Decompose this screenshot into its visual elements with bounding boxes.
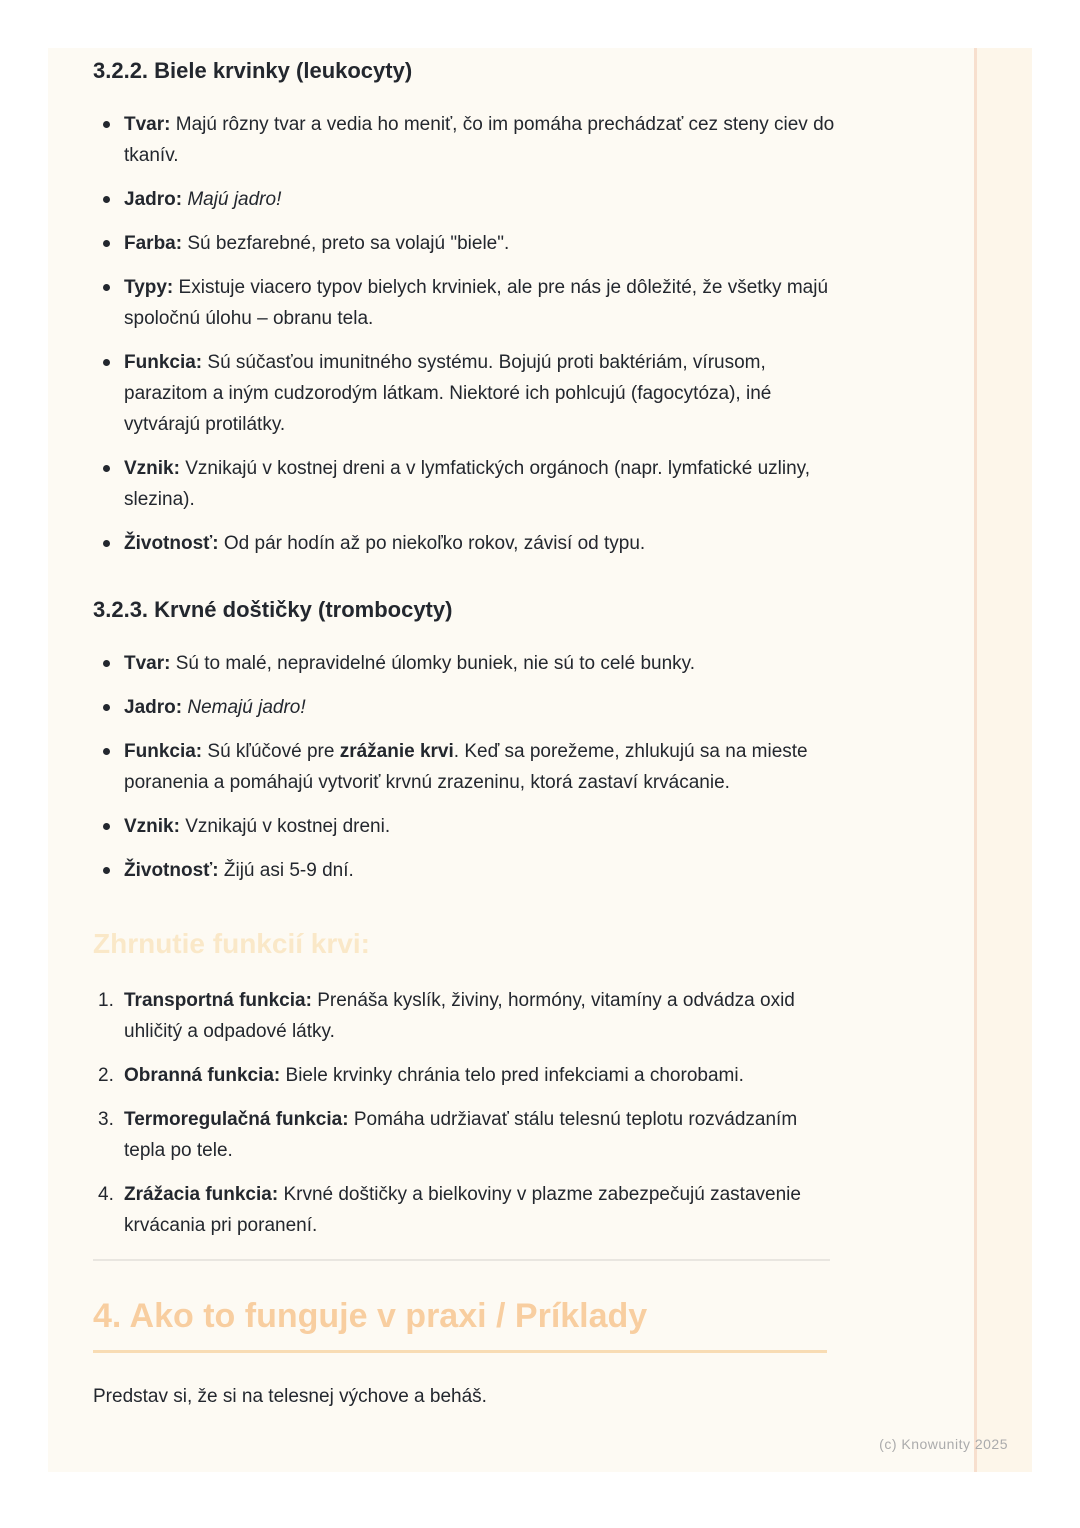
- list-item: Zrážacia funkcia: Krvné doštičky a bielkoviny v plazme zabezpečujú zastavenie krvácania pri poranení.: [124, 1184, 801, 1236]
- list-item: Funkcia: Sú kľúčové pre zrážanie krvi. Keď sa porežeme, zhlukujú sa na mieste poranenia a pomáhajú vytvoriť krvnú zrazeninu, ktorá zastaví krvácanie.: [93, 736, 835, 798]
- list-item: Tvar: Majú rôzny tvar a vedia ho meniť, čo im pomáha prechádzať cez steny ciev do tkanív.: [93, 109, 835, 171]
- section-heading-leukocytes: 3.2.2. Biele krvinky (leukocyty): [93, 58, 413, 83]
- list-item: Obranná funkcia: Biele krvinky chránia telo pred infekciami a chorobami.: [124, 1065, 744, 1086]
- list-item: Jadro: Nemajú jadro!: [93, 692, 835, 723]
- summary-heading: Zhrnutie funkcií krvi:: [93, 928, 370, 959]
- list-item: Jadro: Majú jadro!: [93, 184, 835, 215]
- list-item: Funkcia: Sú súčasťou imunitného systému. Bojujú proti baktériám, vírusom, parazitom a iným cudzorodým látkam. Niektoré ich pohlcujú (fagocytóza), iné vytvárajú protilátky.: [93, 347, 835, 440]
- page-edge-line: [974, 48, 977, 1472]
- list-item: Životnosť: Žijú asi 5-9 dní.: [93, 855, 835, 886]
- section-heading-platelets: 3.2.3. Krvné doštičky (trombocyty): [93, 597, 453, 622]
- leukocytes-list: [93, 109, 835, 559]
- list-item: Termoregulačná funkcia: Pomáha udržiavať stálu telesnú teplotu rozvádzaním tepla po tele.: [124, 1109, 798, 1161]
- platelets-list: [93, 648, 835, 886]
- document-sheet: [48, 48, 1032, 1472]
- list-item: Farba: Sú bezfarebné, preto sa volajú "biele".: [93, 228, 835, 259]
- chapter-heading-rule: [93, 1350, 827, 1353]
- document-content: [93, 52, 835, 1412]
- blood-functions-list: [93, 985, 835, 1241]
- page-right-margin-strip: [976, 48, 1032, 1472]
- list-item: Životnosť: Od pár hodín až po niekoľko rokov, závisí od typu.: [93, 528, 835, 559]
- list-item: Vznik: Vznikajú v kostnej dreni a v lymfatických orgánoch (napr. lymfatické uzliny, slezina).: [93, 453, 835, 515]
- chapter-heading: 4. Ako to funguje v praxi / Príklady: [93, 1297, 648, 1335]
- list-item: Tvar: Sú to malé, nepravidelné úlomky buniek, nie sú to celé bunky.: [93, 648, 835, 679]
- list-item: Typy: Existuje viacero typov bielych krviniek, ale pre nás je dôležité, že všetky majú spoločnú úlohu – obranu tela.: [93, 272, 835, 334]
- intro-paragraph: Predstav si, že si na telesnej výchove a beháš.: [93, 1386, 487, 1407]
- copyright-watermark: (c) Knowunity 2025: [879, 1436, 1008, 1452]
- list-item: Vznik: Vznikajú v kostnej dreni.: [93, 811, 835, 842]
- section-divider: [93, 1259, 830, 1261]
- list-item: Transportná funkcia: Prenáša kyslík, živiny, hormóny, vitamíny a odvádza oxid uhličitý a odpadové látky.: [124, 990, 795, 1042]
